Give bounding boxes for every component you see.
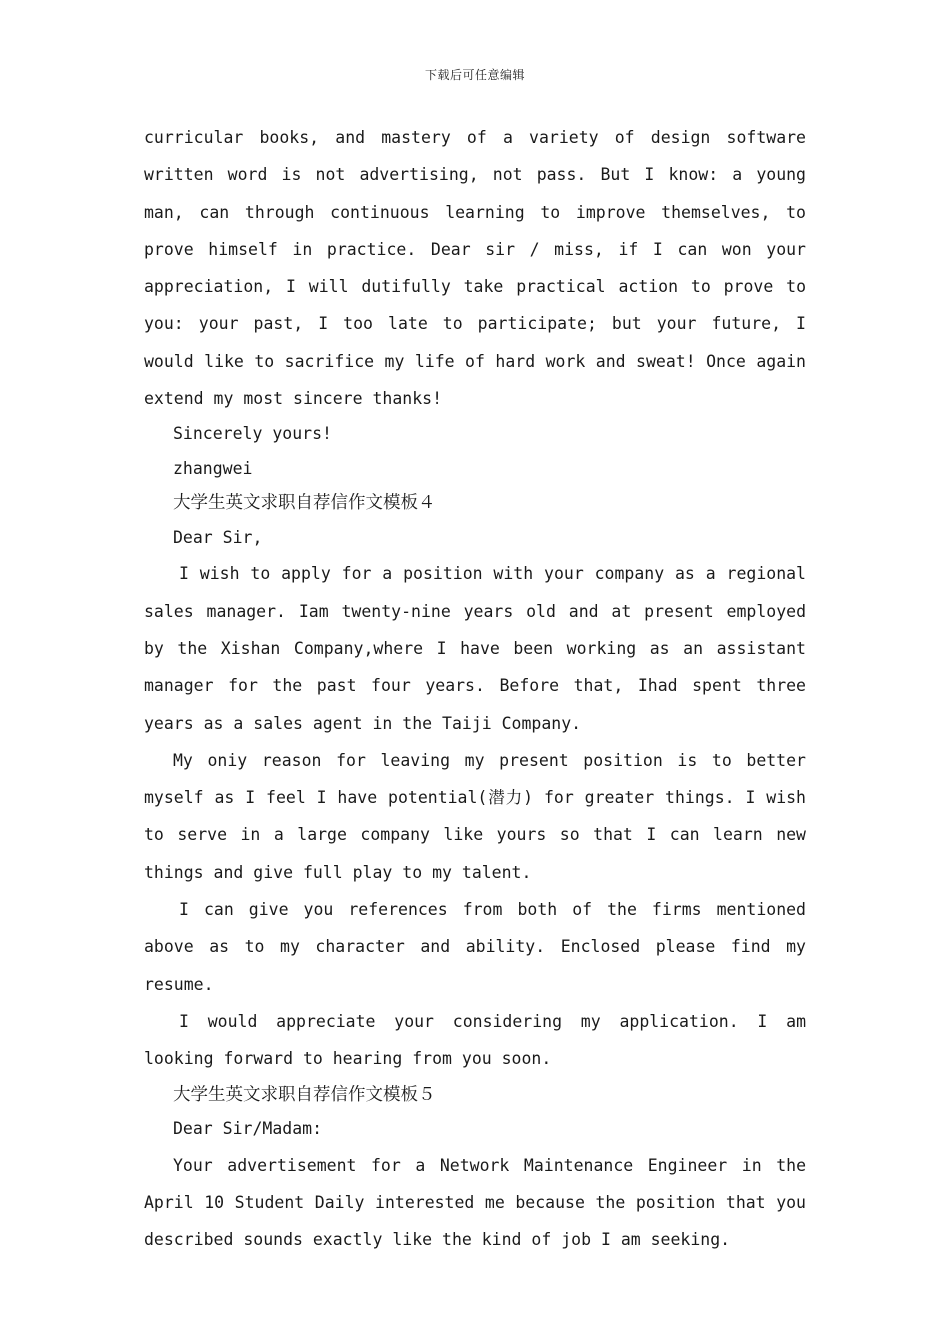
body-paragraph: I can give you references from both of the firms mentioned above as to my character and ability. Enclosed please find my resume. <box>144 900 806 994</box>
section-heading: 大学生英文求职自荐信作文模板４ <box>173 493 436 514</box>
body-paragraph: I wish to apply for a position with your company as a regional sales manager. Iam twenty-nine years old and at present employed by the Xishan Company,where I have been working as an assistant manager for the past four years. Before that, Ihad spent three years as a sales agent in the Taiji Company. <box>144 564 806 733</box>
section-heading: 大学生英文求职自荐信作文模板５ <box>173 1084 436 1105</box>
body-paragraph: I would appreciate your considering my application. I am looking forward to hearing from you soon. <box>144 1011 806 1069</box>
body-paragraph: Your advertisement for a Network Maintenance Engineer in the April 10 Student Daily interested me because the position that you described sounds exactly like the kind of job I am seeking. <box>144 1155 806 1250</box>
body-paragraph: My oniy reason for leaving my present position is to better myself as I feel I have potential(潜力) for greater things. I wish to serve in a large company like yours so that I can learn new things and give full play to my talent. <box>144 750 806 882</box>
salutation: Dear Sir, <box>173 527 263 547</box>
signature: zhangwei <box>173 458 253 478</box>
closing-line: Sincerely yours! <box>173 424 332 444</box>
document-body <box>144 119 806 1258</box>
salutation: Dear Sir/Madam: <box>173 1119 323 1139</box>
page-header: 下载后可任意编辑 <box>424 68 525 82</box>
body-paragraph: curricular books, and mastery of a variety of design software written word is not advertising, not pass. But I know: a young man, can through continuous learning to improve themselves, to prove himself in practice. Dear sir / miss, if I can won your appreciation, I will dutifully take practical action to prove to you: your past, I too late to participate; but your future, I would like to sacrifice my life of hard work and sweat! Once again extend my most sincere thanks! <box>144 128 806 409</box>
